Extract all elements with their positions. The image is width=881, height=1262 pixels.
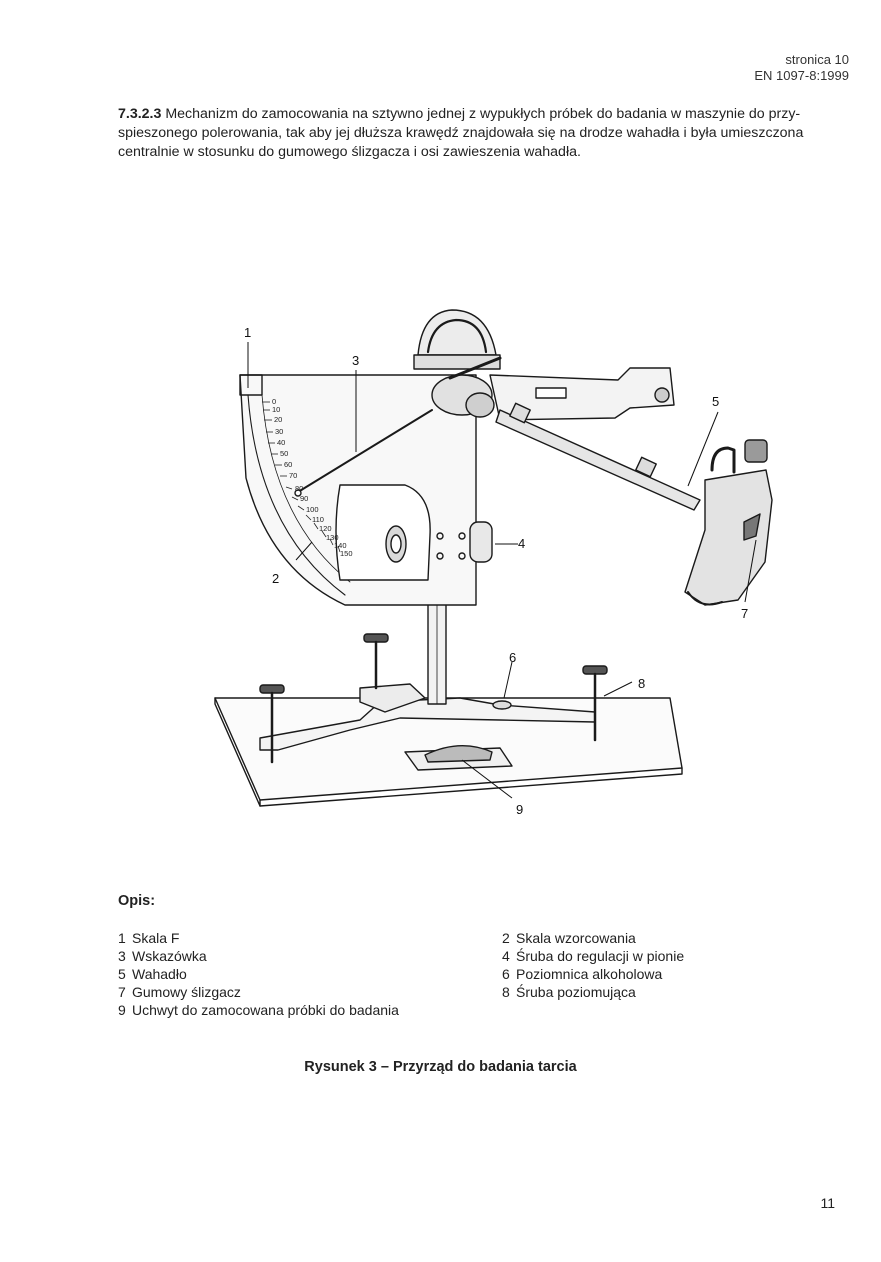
tick-label: 110 xyxy=(312,515,324,524)
callout-9: 9 xyxy=(516,802,524,817)
callout-3: 3 xyxy=(352,353,360,368)
section-paragraph xyxy=(118,105,848,162)
callout-8: 8 xyxy=(638,676,646,691)
tick-label: 130 xyxy=(326,533,339,542)
legend-item-label: Wskazówka xyxy=(132,948,207,964)
page-header xyxy=(754,52,849,84)
legend-item xyxy=(502,965,684,983)
tick-label: 80 xyxy=(295,484,304,493)
legend-item-number: 5 xyxy=(118,966,126,982)
legend-item-number: 1 xyxy=(118,930,126,946)
section-number: 7.3.2.3 xyxy=(118,106,162,122)
tick-label: 120 xyxy=(319,524,332,533)
legend-item-number: 9 xyxy=(118,1002,126,1018)
header-standard-id: EN 1097-8:1999 xyxy=(754,68,849,83)
legend-item-label: Poziomnica alkoholowa xyxy=(516,966,663,982)
legend-item xyxy=(118,947,399,965)
callout-2: 2 xyxy=(272,571,280,586)
legend-item-label: Skala wzorcowania xyxy=(516,930,636,946)
legend-right-column xyxy=(502,929,684,1001)
vertical-adjust-screw xyxy=(470,522,492,562)
tick-label: 60 xyxy=(284,460,293,469)
section-text: Mechanizm do zamocowania na sztywno jednej z wypukłych próbek do badania w maszynie do przy-spieszonego polerowania, tak aby jej dłuższa krawędź znajdowała się na drodze wahadła i była umieszczona centralnie w stosunku do gumowego ślizgacza i osi zawieszenia wahadła. xyxy=(118,106,804,160)
callout-7: 7 xyxy=(741,606,749,621)
tick-label: 70 xyxy=(289,471,298,480)
legend-item-number: 8 xyxy=(502,984,510,1000)
legend-item-label: Skala F xyxy=(132,930,180,946)
tick-label: 30 xyxy=(275,427,284,436)
legend-item-label: Gumowy ślizgacz xyxy=(132,984,241,1000)
tick-label: 0 xyxy=(272,397,277,406)
pendulum-arm xyxy=(496,410,700,510)
tick-label: 150 xyxy=(340,549,353,558)
header-page-label: stronica 10 xyxy=(785,52,849,67)
tick-label: 20 xyxy=(274,415,283,424)
friction-tester-drawing xyxy=(200,300,780,830)
legend-title: Opis: xyxy=(118,893,156,909)
friction-tester-figure xyxy=(200,300,780,830)
tick-label: 40 xyxy=(277,438,286,447)
page-number: 11 xyxy=(820,1195,835,1211)
legend-item xyxy=(118,965,399,983)
legend-item-number: 2 xyxy=(502,930,510,946)
legend-item-label: Śruba do regulacji w pionie xyxy=(516,948,685,964)
legend-item xyxy=(502,947,684,965)
legend-item-label: Uchwyt do zamocowana próbki do badania xyxy=(132,1002,399,1018)
callout-6: 6 xyxy=(509,650,517,665)
legend-item xyxy=(502,929,684,947)
figure-caption: Rysunek 3 – Przyrząd do badania tarcia xyxy=(304,1059,577,1075)
legend-item-number: 6 xyxy=(502,966,510,982)
legend-item-label: Wahadło xyxy=(132,966,187,982)
callout-5: 5 xyxy=(712,394,720,409)
tick-label: 50 xyxy=(280,449,289,458)
tick-label: 10 xyxy=(272,405,281,414)
legend-item xyxy=(118,929,399,947)
pendulum-foot xyxy=(685,470,772,605)
legend-item xyxy=(118,1001,399,1019)
legend-left-column xyxy=(118,929,399,1019)
legend-item-number: 4 xyxy=(502,948,510,964)
legend-item-number: 3 xyxy=(118,948,126,964)
legend-item-label: Śruba poziomująca xyxy=(516,984,636,1000)
tick-label: 100 xyxy=(306,505,319,514)
callout-4: 4 xyxy=(518,536,526,551)
spirit-level xyxy=(493,701,511,709)
tick-label: 90 xyxy=(300,494,309,503)
legend-item-number: 7 xyxy=(118,984,126,1000)
legend-item xyxy=(118,983,399,1001)
tick-label: 140 xyxy=(334,541,347,550)
legend-item xyxy=(502,983,684,1001)
callout-1: 1 xyxy=(244,325,252,340)
